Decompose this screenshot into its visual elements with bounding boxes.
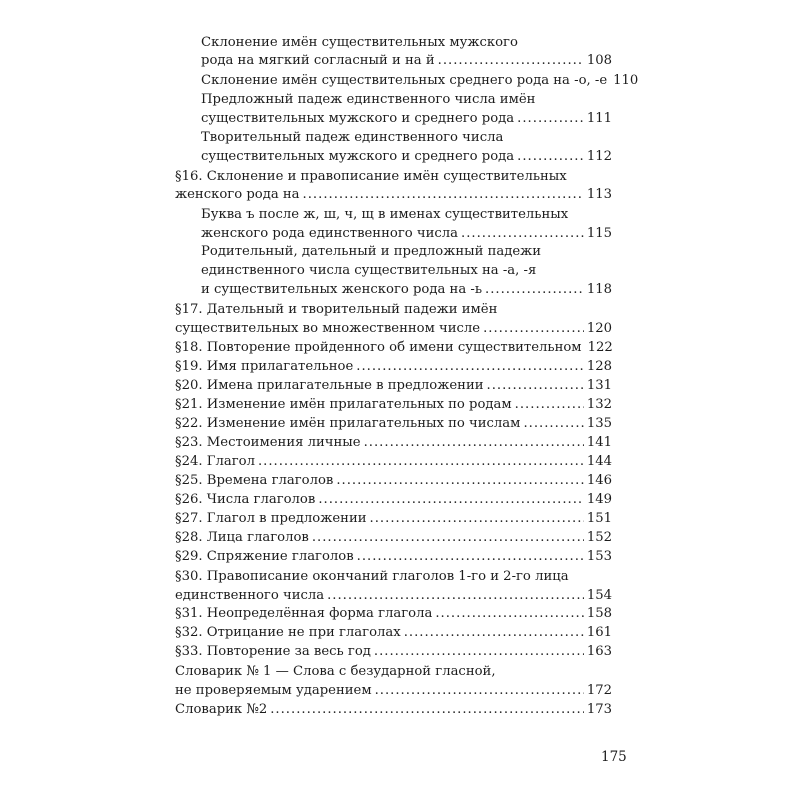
toc-entry [175,358,612,376]
toc-entry [175,491,612,509]
toc-line: Буква ъ после ж, ш, ч, щ в именах существительных [201,207,569,222]
dot-leader [487,377,584,395]
toc-entry-page: 108 [586,53,612,68]
dot-leader [375,682,584,700]
dot-leader [485,281,584,299]
toc-entry [175,186,612,204]
toc-entry [201,52,612,70]
dot-leader [312,529,584,547]
toc-entry-page: 132 [586,397,612,412]
toc-entry-title: §18. Повторение пройденного об имени существительном [175,340,582,355]
toc-entry-page: 110 [613,73,639,88]
toc-entry [201,110,612,128]
toc-entry-title: §19. Имя прилагательное [175,359,354,374]
toc-entry-page: 144 [586,454,612,469]
toc-entry-page: 151 [586,511,612,526]
toc-entry-page: 173 [586,702,612,717]
toc-entry-title: §27. Глагол в предложении [175,511,367,526]
toc-entry-title: §23. Местоимения личные [175,435,361,450]
toc-line: Предложный падеж единственного числа имён [201,92,536,107]
dot-leader [517,110,584,128]
dot-leader [318,491,584,509]
toc-entry-title: §20. Имена прилагательные в предложении [175,378,484,393]
toc-entry-title: женского рода единственного числа [201,226,458,241]
toc-entry-page: 146 [586,473,612,488]
toc-entry [175,643,612,661]
toc-entry-title: §26. Числа глаголов [175,492,316,507]
toc-entry-title: рода на мягкий согласный и на й [201,53,435,68]
toc-entry-title: §21. Изменение имён прилагательных по родам [175,397,512,412]
toc-entry-page: 115 [586,226,612,241]
toc-entry [175,682,612,700]
toc-entry [175,434,612,452]
toc-entry-page: 152 [586,530,612,545]
dot-leader [404,624,584,642]
toc-line: Родительный, дательный и предложный падежи [201,244,542,259]
toc-entry-title: §32. Отрицание не при глаголах [175,625,401,640]
toc-entry-title: не проверяемым ударением [175,683,372,698]
toc-entry-page: 120 [586,321,612,336]
toc-entry-title: §29. Спряжение глаголов [175,549,354,564]
toc-entry [175,320,612,338]
toc-entry [175,453,612,471]
toc-line: §17. Дательный и творительный падежи имён [175,302,498,317]
toc-entry-title: §25. Времена глаголов [175,473,334,488]
toc-line: Творительный падеж единственного числа [201,130,504,145]
toc-entry [175,529,612,547]
toc-entry-title: существительных мужского и среднего рода [201,111,515,126]
toc-entry [175,624,612,642]
toc-line: Склонение имён существительных мужского [201,35,518,50]
toc-entry-title: §28. Лица глаголов [175,530,309,545]
dot-leader [327,587,584,605]
dot-leader [517,148,584,166]
toc-entry-title: §24. Глагол [175,454,255,469]
dot-leader [364,434,584,452]
toc-entry [201,148,612,166]
toc-entry-title: женского рода на [175,187,300,202]
toc-entry-page: 163 [586,644,612,659]
toc-line: единственного числа существительных на -а, -я [201,263,537,278]
toc-line: §30. Правописание окончаний глаголов 1-го и 2-го лица [175,569,569,584]
dot-leader [356,358,584,376]
toc-entry [175,605,612,623]
dot-leader [438,52,584,70]
toc-entry [201,225,612,243]
toc-entry [175,415,612,433]
dot-leader [370,510,584,528]
dot-leader [435,605,583,623]
toc-entry-page: 118 [586,282,612,297]
toc-entry [175,472,612,490]
toc-entry-title: Склонение имён существительных среднего рода на -о, -е [201,73,608,88]
page-number: 175 [601,749,627,765]
toc-entry [175,339,612,357]
toc-entry [175,548,612,566]
toc-entry-page: 112 [586,149,612,164]
toc-entry [175,587,612,605]
toc-entry [201,72,639,90]
toc-entry [175,510,612,528]
dot-leader [258,453,584,471]
dot-leader [303,186,584,204]
toc-entry-title: Словарик №2 [175,702,268,717]
dot-leader [523,415,583,433]
toc-entry-page: 131 [586,378,612,393]
toc-entry-title: существительных мужского и среднего рода [201,149,515,164]
toc-line: §16. Склонение и правописание имён существительных [175,169,567,184]
dot-leader [357,548,584,566]
dot-leader [461,225,584,243]
toc-entry [201,281,612,299]
toc-entry-page: 154 [586,588,612,603]
dot-leader [270,701,584,719]
dot-leader [336,472,583,490]
toc-entry-page: 153 [586,549,612,564]
toc-entry-page: 135 [586,416,612,431]
toc-entry-page: 161 [586,625,612,640]
toc-entry-page: 149 [586,492,612,507]
toc-line: Словарик № 1 — Слова с безударной гласной, [175,664,496,679]
toc-entry-page: 172 [586,683,612,698]
toc-entry-title: единственного числа [175,588,325,603]
toc-entry-title: §33. Повторение за весь год [175,644,371,659]
toc-entry [175,701,612,719]
toc-entry [175,377,612,395]
toc-entry-title: и существительных женского рода на -ь [201,282,483,297]
dot-leader [515,396,584,414]
toc-entry [175,396,612,414]
toc-entry-page: 141 [586,435,612,450]
toc-entry-page: 158 [586,606,612,621]
toc-entry-title: существительных во множественном числе [175,321,481,336]
dot-leader [374,643,584,661]
toc-entry-page: 113 [586,187,612,202]
toc-entry-page: 122 [587,340,613,355]
dot-leader [483,320,584,338]
toc-entry-page: 111 [586,111,612,126]
toc-entry-page: 128 [586,359,612,374]
toc-entry-title: §22. Изменение имён прилагательных по числам [175,416,521,431]
toc-entry-title: §31. Неопределённая форма глагола [175,606,433,621]
